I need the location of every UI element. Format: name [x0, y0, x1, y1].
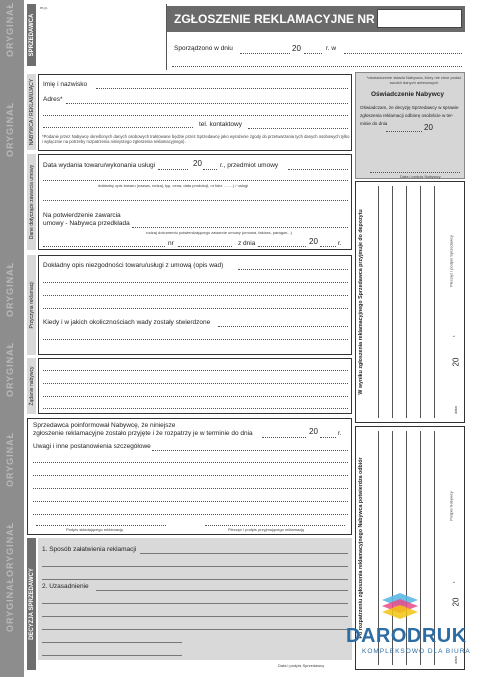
proof-date-field[interactable] [258, 246, 306, 247]
decision-item-1: 1. Sposób załatwienia reklamacji [42, 546, 137, 553]
deposit-line-1[interactable] [378, 186, 379, 418]
receipt-date: data 20 r. [451, 580, 461, 664]
address-field-3[interactable] [43, 127, 193, 128]
z-dnia-label: z dnia [238, 240, 256, 247]
delivery-year: 20 [193, 159, 202, 168]
subject-field[interactable] [288, 169, 348, 170]
deposit-line-4[interactable] [420, 186, 421, 418]
darodruk-logo-icon [376, 592, 424, 622]
confirm-text-2: zgłoszenie reklamacyjne zostało przyjęte i że rozpatrzy je w terminie do dnia [33, 430, 253, 437]
defect-desc-field-3[interactable] [43, 295, 348, 296]
proof-caption: rodzaj dokumentu potwierdzającego zawarcie umowy (umowa, faktura, paragon...) [146, 230, 293, 235]
defect-desc-label: Dokładny opis niezgodności towaru/usługi z umową (opis wad) [43, 262, 224, 269]
oswiadczenie-caption: Data i podpis Nabywcy [400, 174, 441, 179]
uwagi-field-5[interactable] [33, 501, 348, 502]
desc-field[interactable] [43, 200, 348, 201]
proof-doc-field[interactable] [43, 246, 165, 247]
place-field[interactable] [344, 53, 462, 54]
decision-caption: Data i podpis Sprzedawcy [278, 663, 325, 668]
oswiadczenie-date-field[interactable] [386, 131, 422, 132]
watermark [0, 615, 22, 675]
date-label: Sporządzono w dniu [174, 45, 233, 52]
delivery-year-field[interactable] [203, 169, 217, 170]
demand-field-2[interactable] [43, 383, 348, 384]
decision-item-2: 2. Uzasadnienie [42, 583, 89, 590]
demand-field-4[interactable] [43, 408, 348, 409]
deposit-label: W wyniku zgłoszenia reklamacyjnego Sprzedawca przyjmuje do depozytu [358, 209, 364, 395]
section-label-umowa: Dane dotyczące zawarcia umowy [27, 154, 36, 250]
watermark [0, 470, 22, 530]
subject-field-2[interactable] [43, 180, 348, 181]
subject-label: r., przedmiot umowy [220, 162, 279, 169]
uwagi-field[interactable] [152, 450, 348, 451]
nr-label: nr [168, 240, 174, 247]
deposit-sig-caption: Pieczęć i podpis Sprzedawcy [448, 235, 454, 287]
przyczyna-box [38, 255, 352, 355]
decision-field-2[interactable] [96, 590, 348, 591]
place-label: r. w [326, 45, 337, 52]
watermark [0, 40, 22, 100]
deposit-line-5[interactable] [434, 186, 435, 418]
watermark [0, 140, 22, 200]
section-label-przyczyna: Przyczyna reklamacji [27, 255, 36, 355]
number-field[interactable] [377, 9, 462, 28]
logo-tagline: KOMPLEKSOWO DLA BIURA [362, 648, 471, 655]
receipt-label: Po rozpatrzeniu zgłoszenia reklamacyjnego Nabywca potwierdza odbiór [358, 457, 364, 639]
place-field-line-2[interactable] [172, 66, 462, 67]
decision-field-2b[interactable] [42, 603, 348, 604]
logo-brand: DARODRUK [346, 625, 467, 647]
delivery-date-field[interactable] [158, 169, 188, 170]
proof-field[interactable] [132, 227, 348, 228]
oswiadczenie-sig-line[interactable] [370, 172, 460, 173]
watermark [0, 380, 22, 440]
defect-desc-field-2[interactable] [43, 282, 348, 283]
uwagi-field-3[interactable] [33, 475, 348, 476]
demand-field-1[interactable] [43, 370, 348, 371]
decision-field-1b[interactable] [42, 566, 348, 567]
deposit-line-2[interactable] [392, 186, 393, 418]
section-label-nabywca: NABYWCA / REKLAMUJĄCY [27, 74, 36, 150]
proof-label-2: umowy - Nabywca przedkłada [43, 220, 130, 227]
decision-field-1c[interactable] [42, 579, 348, 580]
proof-year-field[interactable] [320, 246, 336, 247]
proof-label-1: Na potwierdzenie zawarcia [43, 212, 121, 219]
proof-year: 20 [309, 237, 318, 246]
oswiadczenie-title: Oświadczenie Nabywcy [371, 91, 444, 98]
decision-field-1[interactable] [140, 553, 348, 554]
phone-field[interactable] [248, 128, 348, 129]
decision-field-2e[interactable] [42, 642, 182, 643]
name-label: Imię i nazwisko [43, 81, 88, 88]
oswiadczenie-year: 20 [424, 123, 433, 132]
sig-right-line[interactable] [205, 525, 345, 526]
defect-when-field[interactable] [218, 326, 348, 327]
defect-desc-field-4[interactable] [43, 308, 348, 309]
confirm-year: 20 [309, 427, 318, 436]
page-title: ZGŁOSZENIE REKLAMACYJNE NR [174, 12, 375, 26]
deposit-line-3[interactable] [406, 186, 407, 418]
address-field-2[interactable] [43, 115, 348, 116]
name-field[interactable] [96, 88, 348, 89]
confirm-text-1: Sprzedawca poinformował Nabywcę, że niniejsze [33, 422, 176, 429]
uwagi-label: Uwagi i inne postanowienia szczegółowe [33, 443, 151, 450]
demand-field-3[interactable] [43, 396, 348, 397]
mp-label: m.p. [40, 5, 48, 10]
defect-when-field-2[interactable] [43, 339, 348, 340]
defect-when-label: Kiedy i w jakich okolicznościach wady zostały stwierdzone [43, 319, 211, 326]
delivery-date-label: Data wydania towaru/wykonania usługi [43, 162, 156, 169]
date-year-field[interactable] [304, 53, 322, 54]
decision-field-2d[interactable] [42, 629, 348, 630]
decision-field-2c[interactable] [42, 616, 348, 617]
confirm-r: r. [338, 430, 342, 437]
oswiadczenie-text: Oświadczam, że decyzję Sprzedawcy w sprawie zgłoszenia reklamacji odbiorę osobiście w ter- minie do dnia [360, 105, 459, 126]
proof-r: r. [338, 240, 342, 247]
privacy-footnote: *Podanie przez Nabywcę określonych danych osobowych traktowane będzie przez Sprzedawcę jako wyrażenie zgody do przetwarzania tych danych osobowych tylko i wyłącznie na potrzeby rozpatrzenia niniejszego zgłoszenia reklamacyjnego). [42, 134, 350, 144]
uwagi-field-6[interactable] [33, 514, 348, 515]
confirm-date-field[interactable] [262, 437, 306, 438]
confirm-year-field[interactable] [320, 437, 336, 438]
sig-left-caption: Podpis składającego reklamację [66, 527, 124, 532]
section-label-decyzja: DECYZJA SPRZEDAWCY [27, 538, 36, 670]
section-label-zadanie: Żądanie nabywcy [27, 358, 36, 414]
phone-label: tel. kontaktowy [199, 121, 242, 128]
uwagi-field-4[interactable] [33, 488, 348, 489]
defect-desc-field[interactable] [238, 269, 348, 270]
oswiadczenie-note: *oświadczenie składa Nabywca, który nie chce podać swoich danych adresowych [366, 75, 462, 85]
section-label-sprzedawca: SPRZEDAWCA [27, 4, 36, 66]
decision-field-2f[interactable] [42, 655, 182, 656]
address-field[interactable] [66, 103, 348, 104]
receipt-sig-caption: Podpis Nabywcy [448, 491, 454, 521]
date-day-field[interactable] [240, 53, 290, 54]
deposit-date: data 20 r. [451, 334, 461, 414]
date-year-prefix: 20 [292, 44, 301, 53]
zadanie-box [38, 358, 352, 414]
nr-field[interactable] [178, 246, 232, 247]
address-label: Adres* [43, 96, 63, 103]
uwagi-field-2[interactable] [33, 462, 348, 463]
sig-right-caption: Pieczęć i podpis przyjmującego reklamację [228, 527, 305, 532]
desc-caption: dokładny opis towaru (nazwa, rodzaj, typ, cena, data produkcji, nr fabr. ........) / usługi [98, 183, 249, 188]
sig-left-line[interactable] [36, 525, 166, 526]
